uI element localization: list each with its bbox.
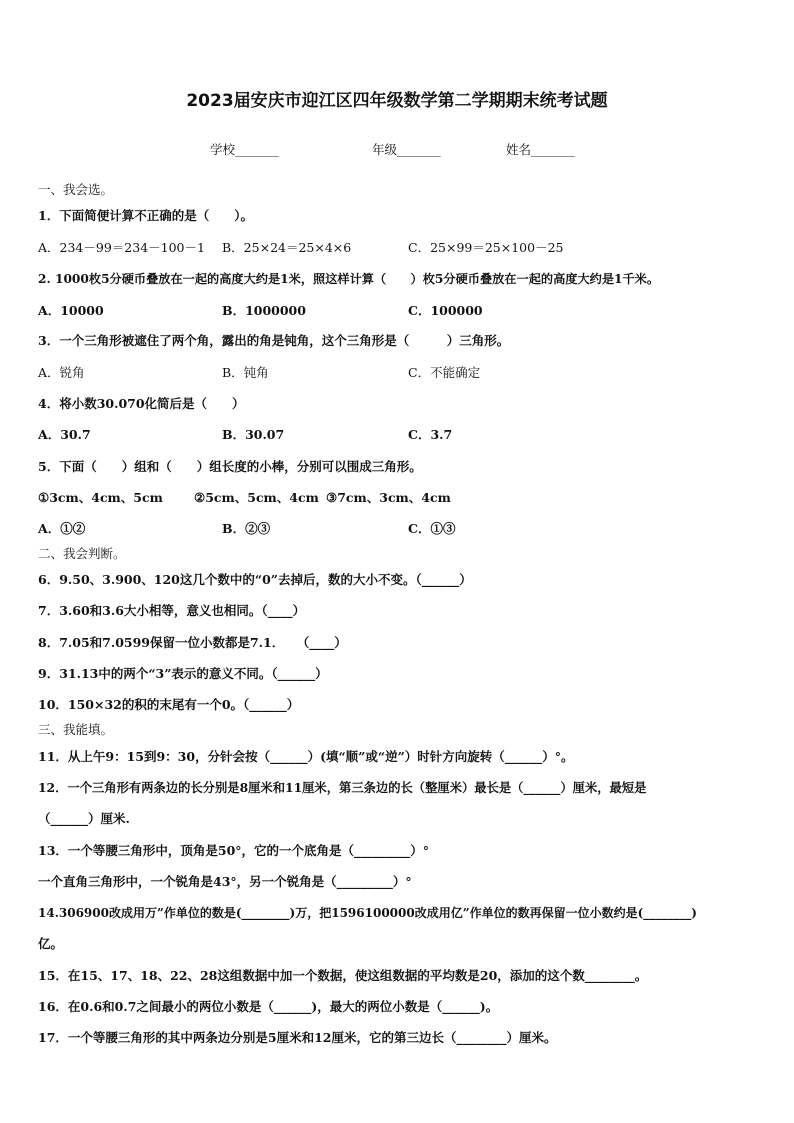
q5-option-b: B．②③ — [222, 521, 271, 536]
q1-option-c: C．25×99＝25×100－25 — [408, 240, 564, 255]
question-14-continued: 亿。 — [38, 936, 64, 951]
q5-group-3: ③7cm、3cm、4cm — [326, 490, 451, 505]
q3-option-b: B．钝角 — [222, 365, 269, 380]
grade-field: 年级_______ — [372, 142, 441, 157]
question-1: 1．下面简便计算不正确的是（ ）。 — [38, 208, 253, 223]
question-7: 7．3.60和3.6大小相等，意义也相同。（____） — [38, 603, 306, 618]
q4-option-a: A．30.7 — [38, 427, 91, 442]
school-field: 学校_______ — [210, 142, 279, 157]
question-6: 6．9.50、3.900、120这几个数中的“0”去掉后，数的大小不变。（______） — [38, 572, 472, 587]
q1-option-b: B．25×24＝25×4×6 — [222, 240, 352, 255]
question-2: 2. 1000枚5分硬币叠放在一起的高度大约是1米，照这样计算（ ）枚5分硬币叠放在一起的高度大约是1千米。 — [38, 272, 660, 286]
q4-option-b: B．30.07 — [222, 427, 285, 442]
name-field: 姓名_______ — [506, 142, 575, 157]
section-heading-fill: 三、我能填。 — [38, 722, 114, 737]
q1-option-a: A．234－99＝234－100－1 — [38, 240, 205, 255]
q5-group-2: ②5cm、5cm、4cm — [194, 490, 319, 505]
q5-option-c: C．①③ — [408, 521, 456, 536]
question-14: 14.306900改成用万”作单位的数是(________)万，把1596100000改成用亿”作单位的数再保留一位小数约是(________) — [38, 906, 697, 920]
q5-option-a: A．①② — [38, 521, 86, 536]
q4-option-c: C．3.7 — [408, 427, 453, 442]
question-8: 8．7.05和7.0599保留一位小数都是7.1． （____） — [38, 635, 347, 650]
section-heading-judge: 二、我会判断。 — [38, 546, 126, 561]
q3-option-c: C．不能确定 — [408, 365, 481, 380]
q3-option-a: A．锐角 — [38, 365, 85, 380]
question-5: 5．下面（ ）组和（ ）组长度的小棒，分别可以围成三角形。 — [38, 459, 422, 474]
question-13-second: 一个直角三角形中，一个锐角是43°，另一个锐角是（_________）° — [38, 874, 412, 889]
q5-group-1: ①3cm、4cm、5cm — [38, 490, 163, 505]
q2-option-c: C．100000 — [408, 303, 483, 318]
question-13: 13．一个等腰三角形中，顶角是50°，它的一个底角是（_________）° — [38, 843, 430, 858]
question-11: 11．从上午9：15到9：30，分针会按（______）(填“顺”或“逆”）时针方向旋转（______）°。 — [38, 749, 574, 764]
question-17: 17．一个等腰三角形的其中两条边分别是5厘米和12厘米，它的第三边长（________）厘米。 — [38, 1030, 557, 1045]
section-heading-choice: 一、我会选。 — [38, 182, 114, 197]
question-12-continued: （______）厘米. — [38, 811, 130, 826]
page-title: 2023届安庆市迎江区四年级数学第二学期期末统考试题 — [186, 91, 608, 111]
question-12: 12．一个三角形有两条边的长分别是8厘米和11厘米，第三条边的长（整厘米）最长是（______）厘米，最短是 — [38, 780, 647, 795]
question-4: 4．将小数30.070化简后是（ ） — [38, 396, 245, 411]
question-3: 3．一个三角形被遮住了两个角，露出的角是钝角，这个三角形是（ ）三角形。 — [38, 333, 510, 348]
question-10: 10．150×32的积的末尾有一个0。（______） — [38, 697, 300, 712]
question-9: 9．31.13中的两个“3”表示的意义不同。（______） — [38, 666, 328, 681]
q2-option-b: B．1000000 — [222, 303, 306, 318]
question-15: 15．在15、17、18、22、28这组数据中加一个数据，使这组数据的平均数是20，添加的这个数________。 — [38, 968, 648, 983]
question-16: 16．在0.6和0.7之间最小的两位小数是（______)，最大的两位小数是（______)。 — [38, 999, 499, 1014]
q2-option-a: A．10000 — [38, 303, 104, 318]
